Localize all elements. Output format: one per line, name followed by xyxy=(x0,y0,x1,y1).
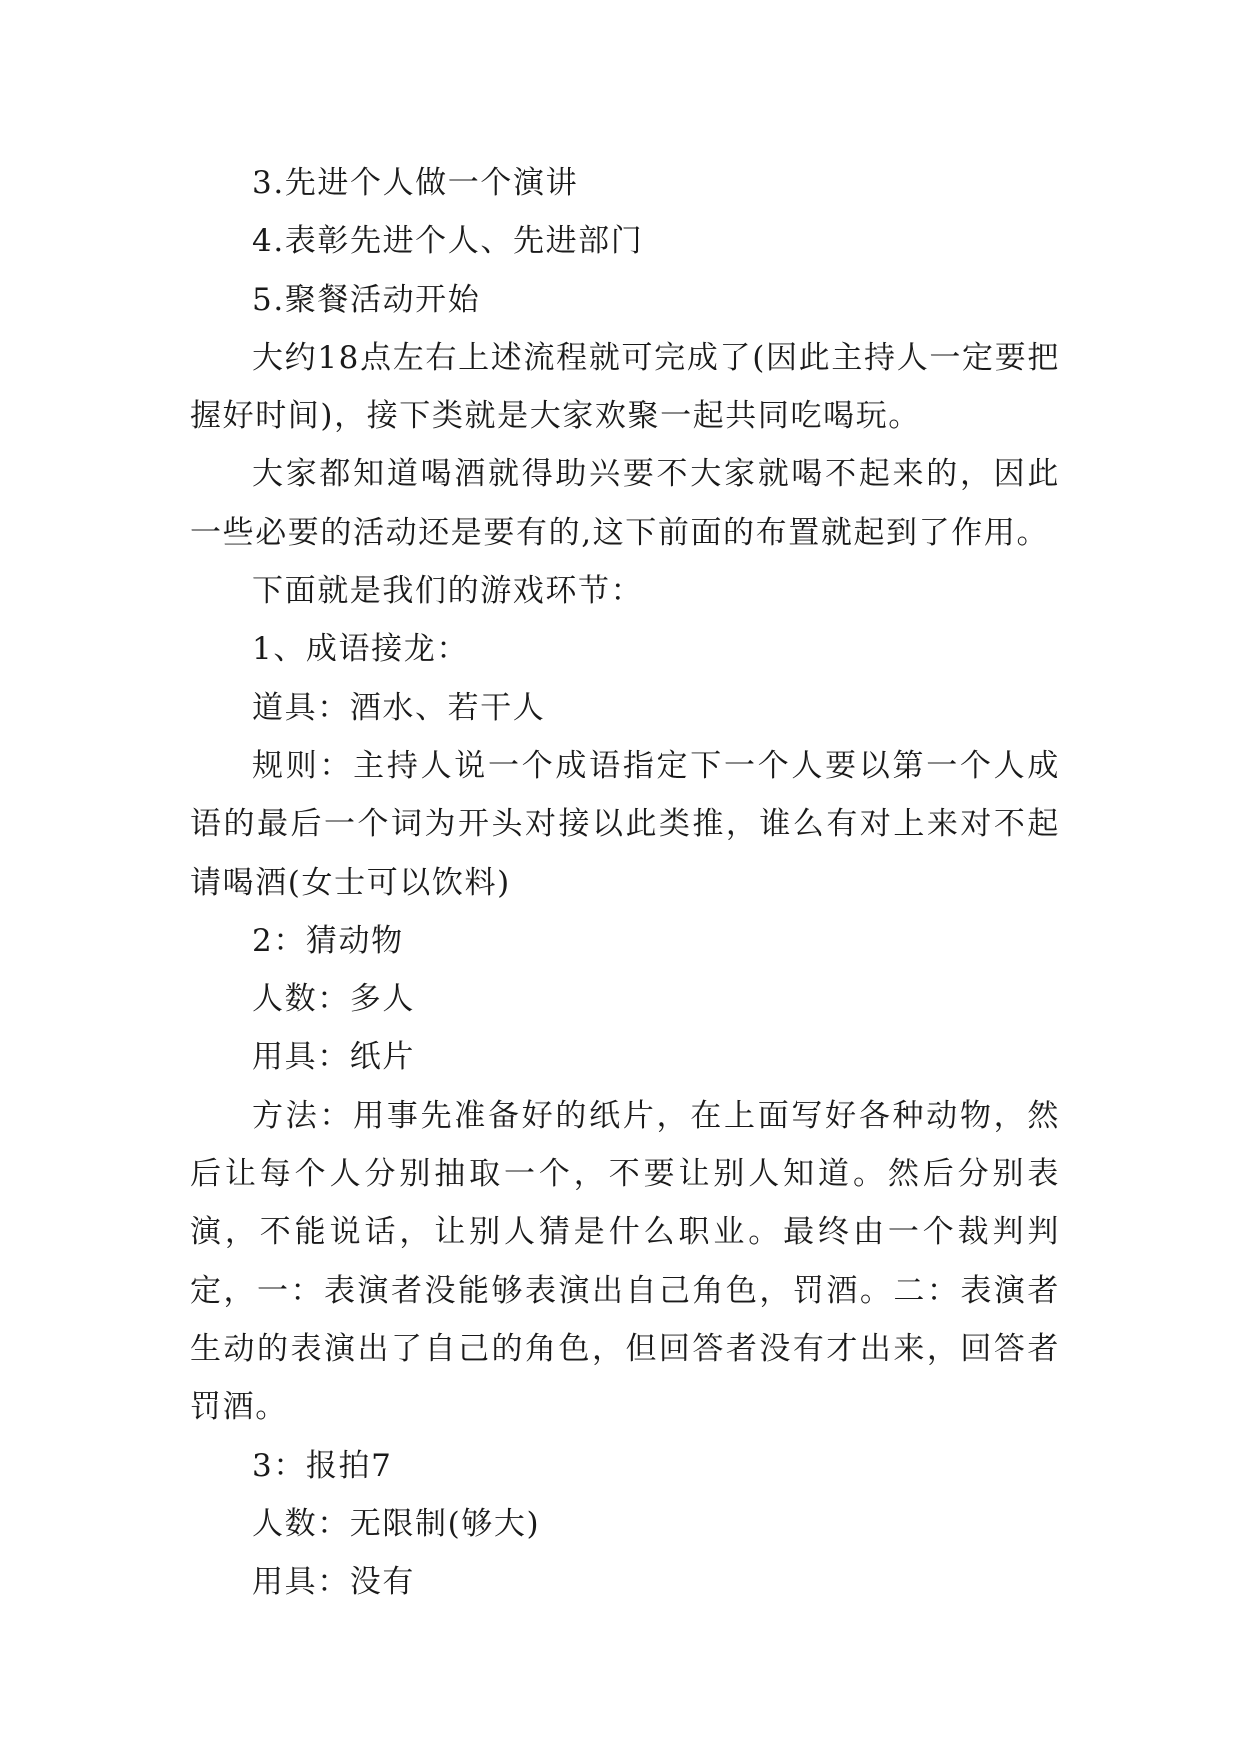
game-title: 1、成语接龙： xyxy=(252,631,469,668)
game-title: 3：报拍7 xyxy=(252,1447,393,1484)
paragraph: 大约18点左右上述流程就可完成了(因此主持人一定要把握好时间)，接下类就是大家欢聚一起共同吃喝玩。 xyxy=(190,339,1060,435)
game-detail: 人数：多人 xyxy=(252,981,415,1018)
list-item: 3.先进个人做一个演讲 xyxy=(252,165,579,201)
game-detail: 道具：酒水、若干人 xyxy=(252,689,546,726)
list-item: 5.聚餐活动开始 xyxy=(252,281,481,318)
game-title: 2：猜动物 xyxy=(252,922,404,959)
game-detail: 用具：纸片 xyxy=(252,1039,415,1076)
game-detail: 人数：无限制(够大) xyxy=(252,1505,541,1542)
game-detail: 用具：没有 xyxy=(252,1564,415,1601)
document-body xyxy=(190,154,1060,1611)
game-rules: 规则：主持人说一个成语指定下一个人要以第一个人成语的最后一个词为开头对接以此类推，谁么有对上来对不起请喝酒(女士可以饮料) xyxy=(190,747,1060,901)
list-item: 4.表彰先进个人、先进部门 xyxy=(252,223,644,260)
paragraph: 下面就是我们的游戏环节： xyxy=(252,573,644,610)
game-rules: 方法：用事先准备好的纸片，在上面写好各种动物，然后让每个人分别抽取一个，不要让别人知道。然后分别表演，不能说话，让别人猜是什么职业。最终由一个裁判判定，一：表演者没能够表演出自己角色，罚酒。二：表演者生动的表演出了自己的角色，但回答者没有才出来，回答者罚酒。 xyxy=(190,1097,1060,1426)
paragraph: 大家都知道喝酒就得助兴要不大家就喝不起来的，因此一些必要的活动还是要有的,这下前面的布置就起到了作用。 xyxy=(190,456,1060,551)
